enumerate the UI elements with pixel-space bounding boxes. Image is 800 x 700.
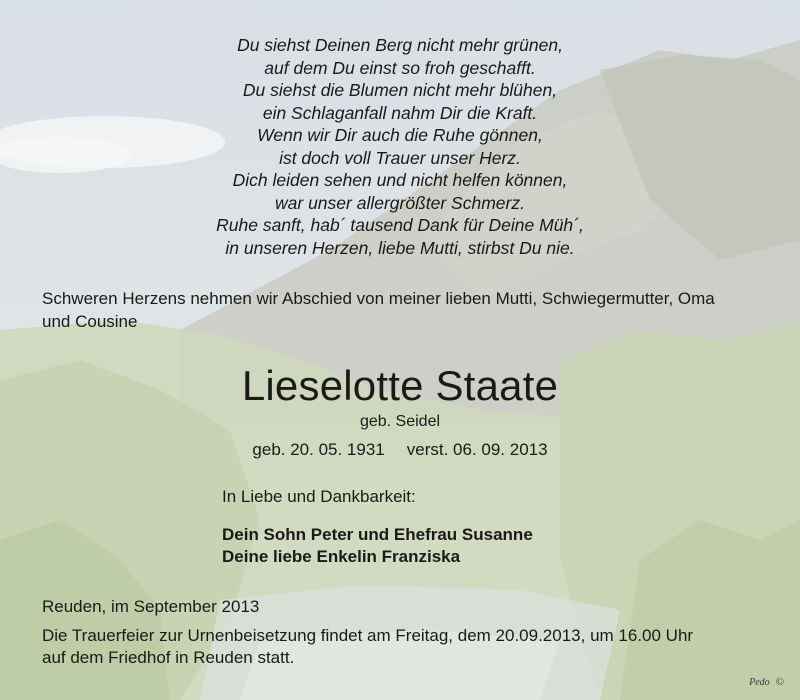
farewell-intro [42, 288, 772, 333]
mourner-line: Dein Sohn Peter und Ehefrau Susanne [222, 524, 533, 544]
poem [100, 34, 700, 259]
poem-line: in unseren Herzen, liebe Mutti, stirbst Du nie. [225, 237, 575, 258]
poem-line: Du siehst die Blumen nicht mehr blühen, [242, 80, 558, 100]
poem-line: Ruhe sanft, hab´ tausend Dank für Deine Müh´, [216, 215, 584, 235]
death-date: verst. 06. 09. 2013 [406, 440, 548, 459]
designer-signature: Pedo [749, 677, 770, 688]
maiden-name: geb. Seidel [359, 413, 441, 430]
poem-line: Du siehst Deinen Berg nicht mehr grünen, [237, 35, 563, 55]
mourners-heading: In Liebe und Dankbarkeit: [222, 487, 416, 506]
mourner-line: Deine liebe Enkelin Franziska [222, 547, 461, 566]
poem-line: ein Schlaganfall nahm Dir die Kraft. [262, 102, 538, 123]
life-dates [0, 439, 800, 461]
poem-line: auf dem Du einst so froh geschafft. [264, 57, 536, 78]
copyright-symbol: © [775, 676, 784, 688]
birth-date: geb. 20. 05. 1931 [252, 440, 385, 459]
designer-credit [749, 676, 784, 688]
deceased-name: Lieselotte Staate [241, 362, 559, 409]
intro-line: und Cousine [42, 311, 138, 331]
service-line: Die Trauerfeier zur Urnenbeisetzung findet am Freitag, dem 20.09.2013, um 16.00 Uhr [42, 625, 694, 645]
service-line: auf dem Friedhof in Reuden statt. [42, 648, 295, 667]
service-info [42, 596, 782, 670]
mourners-block [222, 486, 722, 569]
poem-line: war unser allergrößter Schmerz. [275, 192, 525, 213]
poem-line: Dich leiden sehen und nicht helfen können, [232, 170, 568, 190]
place-and-date: Reuden, im September 2013 [42, 597, 260, 616]
poem-line: Wenn wir Dir auch die Ruhe gönnen, [257, 125, 543, 145]
poem-line: ist doch voll Trauer unser Herz. [279, 147, 521, 168]
intro-line: Schweren Herzens nehmen wir Abschied von meiner lieben Mutti, Schwiegermutter, Oma [42, 289, 715, 308]
